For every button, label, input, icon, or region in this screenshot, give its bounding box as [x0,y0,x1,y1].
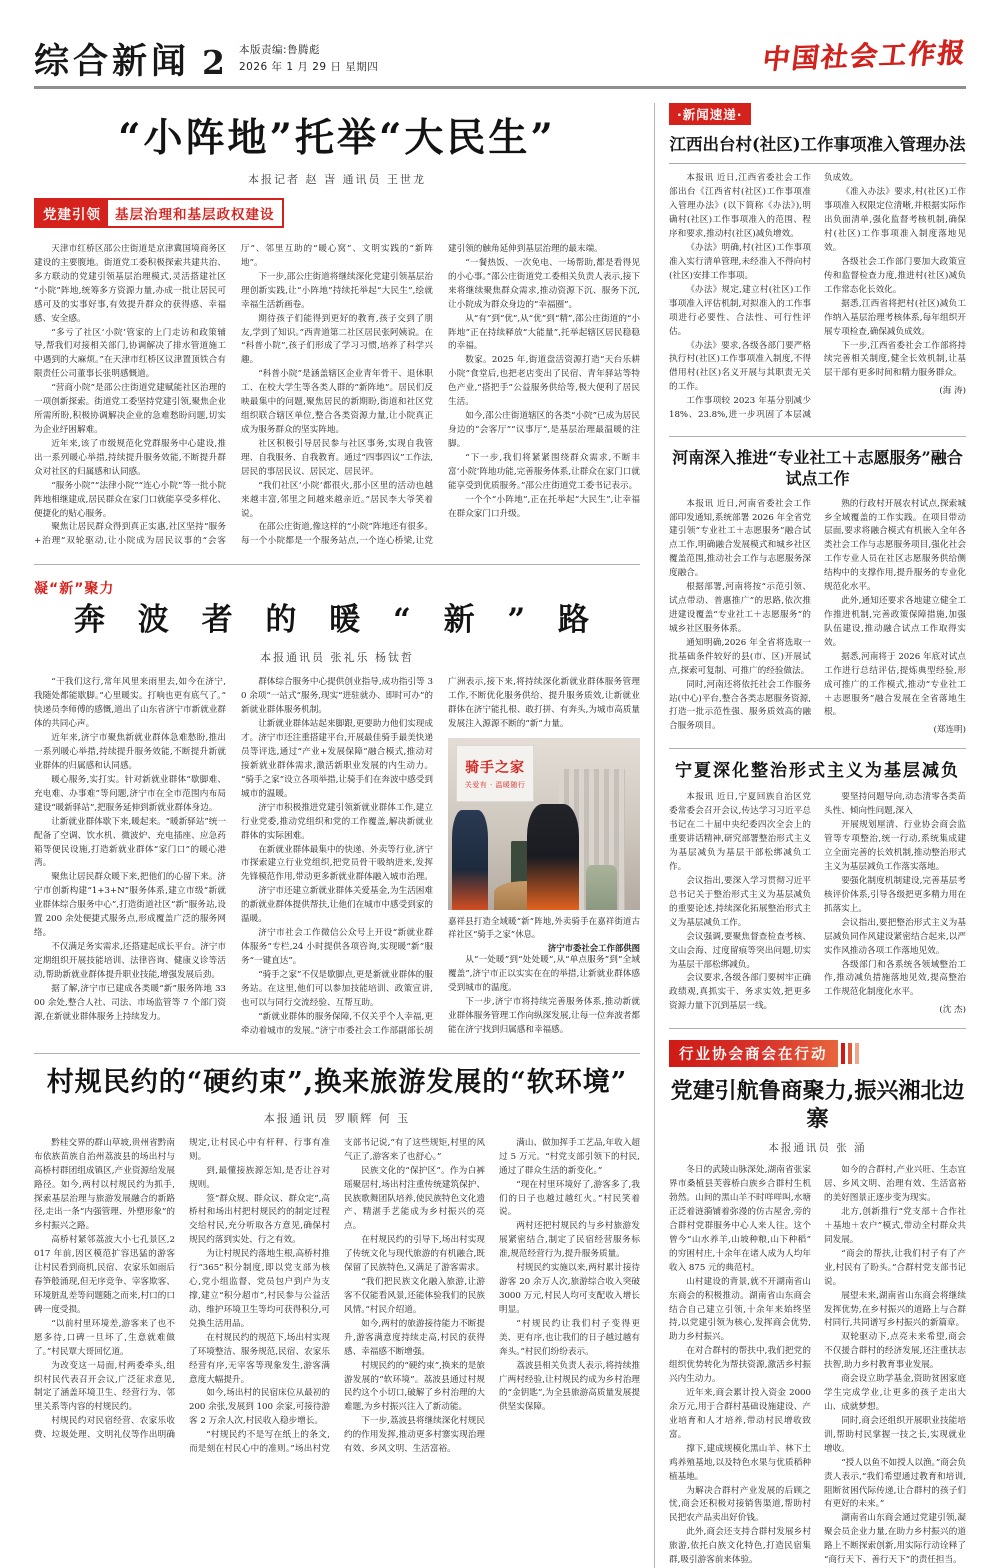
news2-sign: (郑连明) [933,725,966,736]
assoc-byline: 本报通讯员 张 涌 [768,1142,867,1155]
paragraph: 会议指出,要深入学习贯彻习近平总书记关于整治形式主义为基层减负的重要论述,持续深化拓展整治形式主义为基层减负工作。 [669,876,811,928]
lead-kicker [34,198,284,228]
news2-headline: 河南深入推进“专业社工＋志愿服务”融合试点工作 [672,448,963,488]
rider-home-photo [448,738,640,910]
paragraph: 期待孩子们能得到更好的教育,孩子交到了朋友,学到了知识。”西青道第二社区居民张阿姨说。在“科普小院”,孩子们形成了学习习惯,培养了科学兴趣。 [241,313,433,366]
editor-line: 本版责编:鲁腾彪 [238,44,321,57]
paragraph: 下一步,江西省委社会工作部将持续完善相关制度,健全长效机制,让基层干部有更多时间和精力服务群众。 [824,340,966,379]
paragraph: 近年来,该了市级规范化党群服务中心建设,推出一系列暖心举措,持续提升服务效能,不断提升群众对社区的归属感和认同感。 [34,438,226,477]
paragraph: 会议要求,各级各部门要树牢正确政绩观,真抓实干、务求实效,把更多资源力量下沉到基层一线。 [669,973,811,1012]
paragraph: 在邵公庄街道,像这样的“小院”阵地还有很多。每一个小院都是一个服务站点,一个连心桥梁,让党建引领的触角延伸到基层治理的最末端。 [241,244,603,547]
paragraph: 一个个“小阵地”,正在托举起“大民生”,让幸福在群众家门口升级。 [448,494,640,519]
rider-home-photo-block [448,738,640,954]
paragraph: 下一步,邵公庄街道将继续深化党建引领基层治理创新实践,让“小阵地”持续托举起“大民生”,绘就幸福生活新画卷。 [241,271,433,310]
news3-sign: (沈 杰) [939,1005,966,1016]
paragraph: 如今,两村的旅游接待能力不断提升,游客满意度持续走高,村民的获得感、幸福感不断增强。 [344,1318,485,1357]
photo-person-left [452,810,488,910]
paragraph: 各级部门和各系统各领域整治工作,推动减负措施落地见效,提高整治工作规范化制度化水平。 [824,959,966,998]
paragraph: 让新就业群体歇下来,暖起来。“暖新驿站”统一配备了空调、饮水机、微波炉、充电插座、应急药箱等便民设施,打造新就业群体“家门口”的暖心港湾。 [34,816,226,869]
paragraph: 村规民约的“硬约束”,换来的是旅游发展的“软环境”。荔波县通过村规民约这个小切口,破解了乡村治理的大难题,为乡村振兴注入了新动能。 [344,1360,485,1413]
paragraph: 群体综合服务中心提供创业指导,成功指引等 30 余项“一站式”服务,现实“进驻就办、即时可办”的新就业群体服务机制。 [241,677,433,716]
paragraph: 本报讯 近日,江西省委社会工作部出台《江西省村(社区)工作事项准入管理办法》(以下简称《办法》),明确村(社区)工作事项准入的范围、程序和要求,推动村(社区)减负增效。 [669,173,811,240]
paragraph: 高桥村紧邻荔波大小七孔景区,2017 年前,因区模范扩容迅猛的游客让村民看到商机,民宿、农家乐如雨后春笋般涌现,但无序竞争、宰客欺客、环境脏乱差等问题随之而来,村口的口碑一度受损。 [34,1235,175,1315]
paragraph: 近年来,济宁市聚焦新就业群体急难愁盼,推出一系列暖心举措,持续提升服务效能,不断提升新就业群体的归属感和认同感。 [34,733,226,772]
paragraph: 工作事项较 2023 年基分别减少 18%、23.8%,进一步巩固了本层减负成效。 [669,173,859,421]
paragraph: 据了解,济宁市已建成各类暖“新”服务阵地 3300 余处,整合人社、司法、市场监管等 7 个部门资源,在新就业群体服务上持续发力。 [34,983,226,1022]
section-divider [669,748,966,749]
paragraph: 数家。2025 年,街道盘活资源打造“天台乐耕小院”食堂后,也把老店变出了民宿、青年驿站等特色产业,“搭把手”公益服务供给等,极大便利了居民生活。 [448,355,640,408]
third-body-columns [34,1137,640,1457]
page-number: 2 [202,43,225,82]
news2-body [669,498,966,736]
paragraph: “以前村里环境差,游客来了也不愿多待,口碑一旦坏了,生意就难做了。”村民覃大哥回忆道。 [34,1318,175,1357]
news2-section [669,448,966,735]
paragraph: 聚焦让居民群众暖下来,把他们的心留下来。济宁市创新构建“1+3+N”服务体系,建立市级“新就业群体综合服务中心”,打造街道社区“新”服务站,设置 200 余处便捷式服务点,形成覆盖广泛的服务网络。 [34,872,226,939]
masthead-meta [239,42,378,79]
lead-body-columns [34,243,640,549]
paragraph: 会议指出,要把整治形式主义为基层减负同作风建设紧密结合起来,以严实作风推动各项工作落地见效。 [824,917,966,956]
paragraph: 近年来,商会累计投入资金 2000 余万元,用于合群村基础设施建设、产业培育和人才培养,带动村民增收致富。 [669,1388,811,1440]
paragraph: 撑下,建成规模化黑山羊、林下土鸡养殖基地,以及特色水果与优质稻种植基地。 [669,1443,811,1482]
paragraph: 本报讯 近日,河南省委社会工作部印发通知,系统部署 2026 年全省党建引领“专业社工＋志愿服务”融合试点工作,明确融合发展模式和城乡社区覆盖范围,推动社会工作与志愿服务深度融合。 [669,498,811,579]
news1-sign: (海 涛) [939,386,966,397]
third-headline: 村规民约的“硬约束”,换来旅游发展的“软环境” [46,1067,628,1099]
paragraph: 民族文化的“保护区”。作为白裤瑶聚居村,场出村注重传统建筑保护、民族歌舞团队培养,使民族特色文化遗产、精湛手艺能成为乡村振兴的亮点。 [344,1165,485,1232]
paragraph: 在村规民约的规范下,场出村实现了环境整洁、服务规范,民宿、农家乐经营有序,无宰客等现象发生,游客满意度大幅提升。 [189,1332,330,1385]
assoc-body [669,1164,966,1568]
paragraph: 如今的合群村,产业兴旺、生态宜居、乡风文明、治理有效、生活富裕的美好图景正逐步变为现实。 [824,1165,966,1204]
banner-stripe-icon [855,1043,859,1064]
paragraph: 北方,创新推行“党支部＋合作社＋基地＋农户”模式,带动全村群众共同发展。 [824,1207,966,1245]
photo-person-rider [527,804,579,911]
paragraph: 据悉,河南将于 2026 年底对试点工作进行总结评估,提炼典型经验,形成可推广的工作模式,推动“专业社工＋志愿服务”融合发展在全省落地生根。 [824,651,966,718]
paragraph: “营商小院”是邵公庄街道党建赋能社区治理的一项创新探索。街道党工委坚持党建引领,聚焦企业所需所盼,积极协调解决企业的急难愁盼问题,切实为企业纾困解难。 [34,383,226,435]
newsflash-section [669,103,966,423]
paragraph: 本报讯 近日,宁夏回族自治区党委常委会召开会议,传达学习习近平总书记在二十届中央纪委四次全会上的重要讲话精神,研究部署整治形式主义为基层减负为基层干部松绑减负工作。 [669,792,811,873]
paragraph: 济宁市社会工作微信公众号上开设“新就业群体服务”专栏,24 小时提供各项咨询,实现暖“新”服务“一键直达”。 [241,928,433,966]
paragraph: 此外,通知还要求各地建立健全工作推进机制,完善政策保障措施,加强队伍建设,推动融合试点工作取得实效。 [824,596,966,648]
news1-headline: 江西出台村(社区)工作事项准入管理办法 [669,135,966,154]
paragraph: 要坚持问题导向,动态清零各类苗头性、倾向性问题,深入 [824,792,966,817]
masthead-rule [34,86,966,89]
paragraph: “科普小院”是涵盖辖区企业青年骨干、退休职工、在校大学生等各类人群的“新阵地”。居民们反映最集中的问题,聚焦居民的新期盼,街道和社区党组织联合辖区单位,整合各类资源力量,让小院真正成为服务群众的坚实阵地。 [241,369,433,435]
paragraph: 商会设立助学基金,资助贫困家庭学生完成学业,让更多的孩子走出大山、成就梦想。 [824,1374,966,1412]
column-separator [654,103,655,1568]
section-divider [669,1028,966,1029]
second-article [34,578,640,1038]
paragraph: 《准入办法》要求,村(社区)工作事项准入权限定位清晰,并根据实际作出负面清单,强化监督考核机制,确保村(社区)工作事项准入制度落地见效。 [824,187,966,254]
section-title: 综合新闻 [34,41,191,82]
paragraph: 各级社会工作部门要加大政策宣传和监督检查力度,推进村(社区)减负工作常态化长效化。 [824,256,966,295]
paragraph: 在村规民约的引导下,场出村实现了传统文化与现代旅游的有机融合,既保留了民族特色,又满足了游客需求。 [344,1235,485,1274]
paragraph: 《办法》规定,建立村(社区)工作事项准入评估机制,对拟准入的工作事项进行必要性、合法性、可行性评估。 [669,284,811,337]
paragraph: 到,最懂接族源怎知,是否让谷对规则。 [189,1165,330,1190]
body-grid [34,103,966,1568]
paragraph: 天津市红桥区邵公庄街道是京津冀国境商务区建设的主要腹地。街道党工委积极探索共建共治、多方联动的党建引领基层治理模式,灵活搭建社区“小院”阵地,统筹多方资源力量,办成一批让居民可感可及的实事好事,有效提升群众的获得感、幸福感、安全感。 [34,244,226,324]
paragraph: “商会的帮扶,让我们村子有了产业,村民有了盼头。”合群村党支部书记说。 [824,1248,966,1287]
paragraph: 从“有”到“优”,从“优”到“精”,邵公庄街道的“小阵地”正在持续释放“大能量”,托举起辖区居民稳稳的幸福。 [448,313,640,352]
paragraph: 开展规划厘清、行业协会商会监管等专项整治,统一行动,系统集成建立全面完善的长效机制,推动整治形式主义为基层减负工作落实落地。 [824,820,966,873]
assoc-banner [669,1040,966,1067]
paragraph: 济宁市还建立新就业群体关爱基金,为生活困难的新就业群体提供帮扶,让他们在城市中感受到家的温暖。 [241,886,433,925]
paragraph: 满山、做加挥手工艺品,年收入超过 5 万元。“村党支部引领下的村民,通过了群众生活的新变化。” [499,1137,640,1176]
paragraph: 签“群众规、群众议、群众定”,高桥村和场出村把村规民约的制定过程交给村民,充分听取各方意见,确保村规民约落到实处、行之有效。 [189,1193,330,1246]
sign-sub-text: 关爱有 · 温暖随行 [464,781,526,790]
second-byline: 本报通讯员 张礼乐 杨钛哲 [260,651,414,665]
second-kicker: 凝“新”聚力 [34,581,115,598]
assoc-headline: 党建引航鲁商聚力,振兴湘北边寨 [670,1078,965,1132]
masthead [34,0,969,82]
paragraph: “服务小院”“法律小院”“连心小院”等一批小院阵地相继建成,居民群众在家门口就能享受多样化、便捷化的贴心服务。 [34,480,226,519]
paragraph: 要强化制度机制建设,完善基层考核评价体系,引导各级把更多精力用在抓落实上。 [824,876,966,914]
masthead-left [34,41,379,82]
paragraph: 下一步,济宁市将持续完善服务体系,推动新就业群体服务管理工作向纵深发展,让每一位奔波者都能在济宁找到归属感和幸福感。 [448,997,640,1035]
paragraph: “新就业群体的服务保障,不仅关乎个人幸福,更牵动着城市的发展。”济宁市委社会工作部副部长胡广洲表示,接下来,将持续深化新就业群体服务管理工作,不断优化服务供给、提升服务质效,让新就业群体在济宁能扎根、敢打拼、有奔头,为城市高质量发展注入源源不断的“新”力量。 [241,677,640,1036]
rider-home-sign [456,745,535,802]
paragraph: 会议强调,要聚焦督查检查考核、文山会海、过度留痕等突出问题,切实为基层干部松绑减负。 [669,931,811,970]
paragraph: “我们把民族文化融入旅游,让游客不仅能看风景,还能体验我们的民族风情。”村民介绍道。 [344,1277,485,1315]
paragraph: 通知明确,2026 年全省将选取一批基础条件较好的县(市、区)开展试点,探索可复制、可推广的经验做法。 [669,637,811,676]
paragraph: 双轮驱动下,点亮未来希望,商会不仅援合群村的经济发展,还注重扶志扶智,助力乡村教育事业发展。 [824,1332,966,1371]
paragraph: 熟的行政村开展农村试点,探索城乡全域覆盖的工作实践。在项目带动层面,要求将融合模式有机嵌入全年各类社会工作与志愿服务项目,强化社会工作专业人员在社区志愿服务供给侧结构中的支撑作用,提升服务的专业化规范化水平。 [824,498,966,593]
paragraph: 山村建设的背景,就不开湖南省山东商会的积极推动。湖南省山东商会结合自己建立引领,十余年来始终坚持,以党建引领为核心,发挥商会优势,助力乡村振兴。 [669,1276,811,1343]
third-article [34,1067,640,1457]
photo-credit: 济宁市委社会工作部供图 [547,943,640,954]
paragraph: 在新就业群体最集中的快递、外卖等行业,济宁市探索建立行业党组织,把党员骨干吸纳进来,发挥先锋模范作用,带动更多新就业群体融入城市治理。 [241,844,433,883]
second-headline: 奔 波 者 的 暖 “ 新 ” 路 [73,602,600,639]
paragraph: 两村还把村规民约与乡村旅游发展紧密结合,制定了民宿经营服务标准,规范经营行为,提升服务质量。 [499,1221,640,1260]
paragraph: 村规民约实施以来,两村累计接待游客 20 余万人次,旅游综合收入突破 3000 万元,村民人均可支配收入增长明显。 [499,1263,640,1315]
photo-caption: 嘉祥县打造全域暖“新”阵地,外卖骑手在嘉祥街道古祥社区“骑手之家”休息。 [448,916,640,939]
assoc-section [669,1040,966,1568]
photo-chair [586,865,617,910]
kicker-white-label: 基层治理和基层政权建设 [115,207,275,224]
banner-stripe-icon [848,1043,852,1064]
paragraph: 让新就业群体站起来脚跟,更要助力他们实现成才。济宁市还注重搭建平台,开展最佳骑手最美快递员等评选,通过“产业+发展保障”融合模式,推动对接新就业群体需求,激活新职业发展的内生动力。“骑手之家”设立各项举措,让骑手们在奔波中感受到城市的温暖。 [241,719,433,799]
right-column [669,103,966,1568]
newsflash-tag: ·新闻速递· [669,103,751,125]
paragraph: 根据部署,河南将按“示范引领、试点带动、普惠推广”的思路,依次推进建设覆盖“专业社工＋志愿服务”的城乡社区服务体系。 [669,582,811,634]
news3-body [669,791,966,1015]
lead-article [34,115,640,549]
second-body-columns [34,676,640,1038]
paragraph: 村规民约对民宿经营、农家乐收费、垃圾处理、文明礼仪等作出明确规定,让村民心中有杆秤、行事有准则。 [34,1137,330,1441]
paper-logo: 中国社会工作报 [760,37,969,76]
paragraph: 展望未来,湖南省山东商会将继续发挥优势,在乡村振兴的道路上与合群村同行,共同谱写乡村振兴的新篇章。 [824,1290,966,1329]
kicker-red-label: 党建引领 [36,200,108,226]
sign-main-text: 骑手之家 [465,760,526,777]
paragraph: 为改变这一局面,村两委牵头,组织村民代表召开会议,广泛征求意见,制定了涵盖环境卫生、经营行为、邻里关系等内容的村规民约。 [34,1360,175,1413]
paragraph: “我们社区‘小院’都很火,那小区里的活动也越来越丰富,邻里之间越来越亲近。”居民李大爷笑着说。 [241,480,433,519]
lead-headline: “小阵地”托举“大民生” [118,115,556,161]
paragraph: 荔波县相关负责人表示,将持续推广两村经验,让村规民约成为乡村治理的“金钥匙”,为全县旅游高质量发展提供坚实保障。 [499,1360,640,1413]
paragraph: 社区积极引导居民参与社区事务,实现自我管理、自我服务、自我教育。通过“四事四议”工作法,居民的事居民议、居民定、居民评。 [241,438,433,477]
date-line: 2026 年 1 月 29 日 星期四 [238,60,379,73]
paragraph: “干我们这行,常年风里来雨里去,如今在济宁,我随处都能歇脚。”心里暖实。打响也更有底气了。”快递员李师傅的感慨,道出了山东省济宁市新就业群体的共同心声。 [34,677,226,730]
paragraph: 据悉,江西省将把村(社区)减负工作纳入基层治理考核体系,每年组织开展专项检查,确保减负成效。 [824,298,966,337]
left-column [34,103,640,1568]
paragraph: 聚焦让居民群众得到真正实惠,社区坚持“服务+治理”双轮驱动,让小院成为居民议事的“会客厅”、邻里互助的“暖心窝”、文明实践的“新阵地”。 [34,244,433,547]
section-divider [34,564,640,565]
paragraph: 从“一处暖”到“处处暖”,从“单点服务”到“全域覆盖”,济宁市正以实实在在的举措,让新就业群体感受到城市的温度。 [448,955,640,994]
third-byline: 本报通讯员 罗顺辉 何 玉 [263,1111,411,1125]
paragraph: 为解决合群村产业发展的后顾之忧,商会还积极对接销售渠道,帮助村民把农产品卖出好价钱。 [669,1485,811,1524]
paragraph: 在对合群村的帮扶中,我们把党的组织优势转化为帮扶资源,激活乡村振兴内生动力。 [669,1346,811,1385]
news3-section [669,760,966,1015]
paragraph: 如今,邵公庄街道辖区的各类“小院”已成为居民身边的“会客厅”“议事厅”,是基层治理最温暖的注脚。 [448,411,640,449]
paragraph: “授人以鱼不如授人以渔。”商会负责人表示,“我们希望通过教育和培训,阻断贫困代际传递,让合群村的孩子们有更好的未来。” [824,1457,966,1510]
paragraph: “下一步,我们将紧紧围绕群众需求,不断丰富‘小院’阵地功能,完善服务体系,让群众在家门口就能享受到优质服务。”邵公庄街道党工委书记表示。 [448,452,640,491]
paragraph: 《办法》明确,村(社区)工作事项准入实行清单管理,未经准入不得向村(社区)安排工作事项。 [669,243,811,281]
section-divider [669,436,966,437]
paragraph: “村规民约让我们村子变得更美、更有序,也让我们的日子越过越有奔头。”村民们纷纷表示。 [499,1318,640,1357]
banner-stripe-icon [841,1043,845,1064]
paragraph: 暖心服务,实打实。针对新就业群体“歇脚难、充电难、办事难”等问题,济宁市在全市范围内布局建设“暖新驿站”,把服务延伸到新就业群体身边。 [34,774,226,813]
paragraph: 湖南省山东商会通过党建引领,凝聚会员企业力量,在助力乡村振兴的道路上不断探索创新,用实际行动诠释了“商行天下、善行天下”的责任担当。 [824,1513,966,1566]
assoc-banner-label: 行业协会商会在行动 [669,1040,838,1067]
paragraph: “村规民约不是写在纸上的条文,而是刻在村民心中的准则。”场出村党支部书记说,“有了这些规矩,村里的风气正了,游客来了也舒心。” [189,1137,485,1455]
news3-headline: 宁夏深化整治形式主义为基层减负 [675,761,960,782]
paragraph: 济宁市积极推进党建引领新就业群体工作,建立行业党委,推动党组织和党的工作覆盖,解决新就业群体的实际困难。 [241,802,433,841]
paragraph: 同时,商会还组织开展职业技能培训,帮助村民掌握一技之长,实现就业增收。 [824,1415,966,1454]
paragraph: 黔桂交界的群山草坡,贵州省黔南布依族苗族自治州荔波县的场出村与高桥村群团组成镇区,产业资源给发展路径。如今,两村以村规民约为抓手,探索基层治理与旅游发展融合的新路径,走出一条“内强管理、外塑形象”的乡村振兴之路。 [34,1137,175,1232]
lead-byline: 本报记者 赵 旾 通讯员 王世龙 [248,173,426,187]
paragraph: 此外,商会还支持合群村发展乡村旅游,依托白族文化特色,打造民宿集群,吸引游客前来体验。 [669,1527,811,1566]
section-divider [34,1053,640,1054]
paragraph: 冬日的武陵山脉深处,湖南省张家界市桑植县芙蓉桥白族乡合群村生机勃然。山间的黑山羊不时咩咩叫,水塘正泛着涟漪铺着弥漫的仿古屋舍,旁的合群村党群服务中心人来人往。这个曾今“山水养羊,山坡种粮,山下种稻”的穷困村庄,十余年在诸人成为人均年收入 875 元的典范村。 [669,1165,811,1273]
paragraph: 同时,河南还将依托社会工作服务站(中心)平台,整合各类志愿服务资源,打造一批示范性强、服务质效高的融合服务项目。 [669,679,811,732]
paragraph: 不仅满足务实需求,还搭建起成长平台。济宁市定期组织开展技能培训、法律咨询、健康义诊等活动,帮助新就业群体提升职业技能,增强发展后劲。 [34,942,226,980]
paragraph: “一餐热饭、一次免电、一场帮助,都是看得见的小心事。”邵公庄街道党工委相关负责人表示,接下来将继续聚焦群众需求,推动资源下沉、服务下沉,让小院成为群众身边的“幸福圈”。 [448,257,640,310]
paragraph: “骑手之家”不仅是歇脚点,更是新就业群体的服务站。在这里,他们可以参加技能培训、政策宣讲,也可以与同行交流经验、互帮互助。 [241,969,433,1008]
paragraph: “多亏了社区‘小院’管家的上门走访和政策辅导,帮我们对接相关部门,协调解决了排水管道施工中遇到的大麻烦。”在天津市红桥区议津置顶铁合有限责任公司董事长张明感慨道。 [34,327,226,380]
paragraph: 如今,场出村的民宿床位从最初的 200 余张,发展到 100 余家,可接待游客 2 万余人次,村民收入稳步增长。 [189,1388,330,1427]
paragraph: 《办法》要求,各级各部门要严格执行村(社区)工作事项准入制度,不得借用村(社区)名义开展与其职责无关的工作。 [669,340,811,393]
news1-body [669,172,966,423]
news1-rule [669,163,966,164]
paragraph: 下一步,荔波县将继续深化村规民约的作用发挥,推动更多村寨实现治理有效、乡风文明、生活富裕。 [344,1416,485,1455]
paragraph: “现在村里环境好了,游客多了,我们的日子也越过越红火。”村民笑着说。 [499,1179,640,1218]
paragraph: 为让村规民约落地生根,高桥村推行“365”积分制度,即以党支部为核心,党小组监督、党员包户到户为支撑,建立“积分超市”,村民参与公益活动、维护环境卫生等均可获得积分,可兑换生活用品。 [189,1249,330,1329]
